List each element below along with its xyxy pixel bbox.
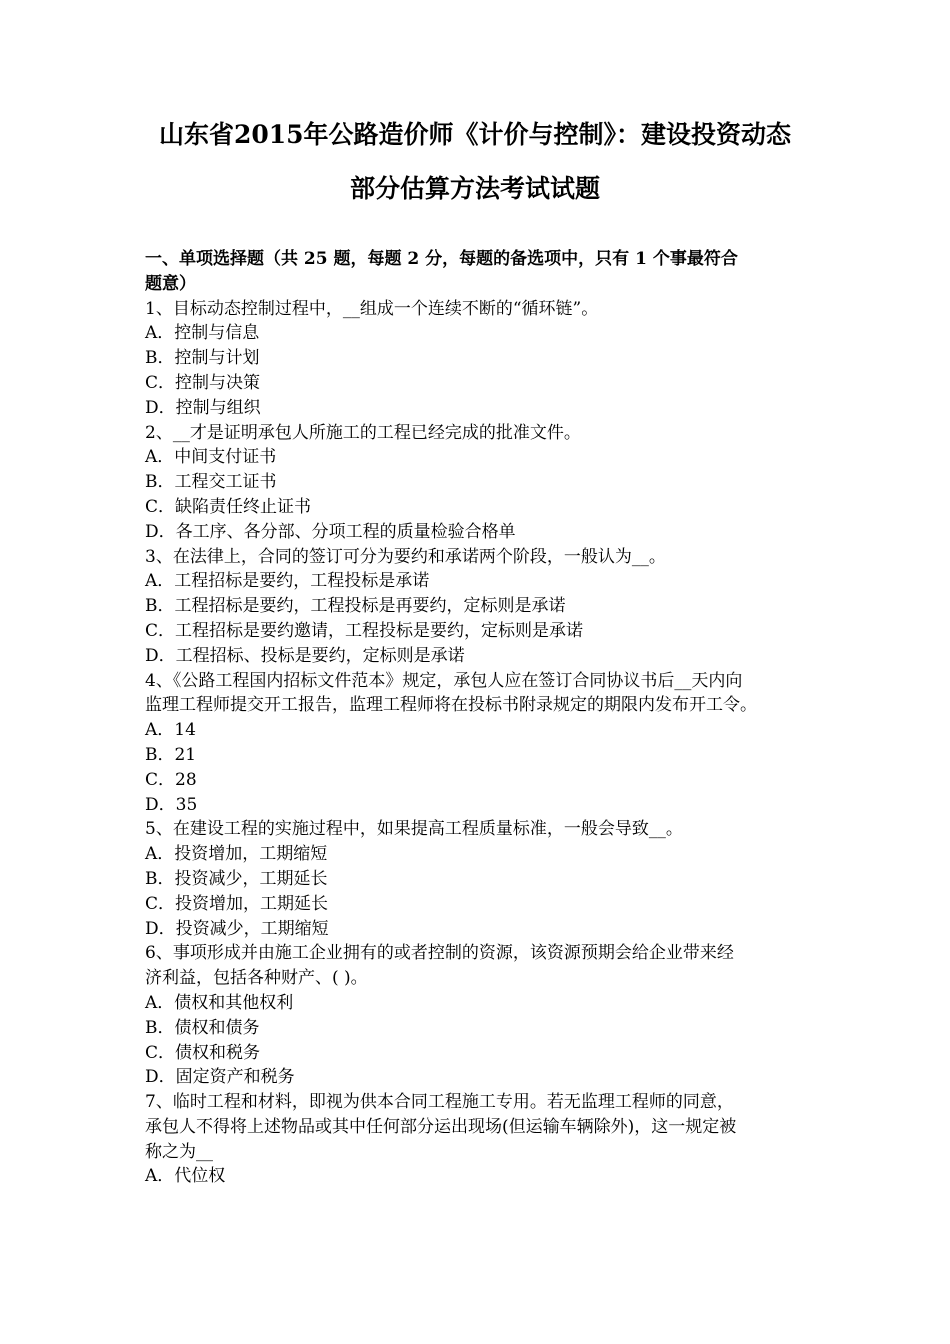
answer-option: C．投资增加，工期延长 — [145, 893, 329, 914]
answer-option: B．债权和债务 — [145, 1017, 260, 1038]
question-stem: 7、临时工程和材料，即视为供本合同工程施工专用。若无监理工程师的同意， — [145, 1092, 734, 1113]
question-stem: 称之为__ — [145, 1141, 213, 1162]
answer-option: C．28 — [145, 769, 197, 790]
question-stem: 监理工程师提交开工报告，监理工程师将在投标书附录规定的期限内发布开工令。 — [145, 695, 757, 716]
question-stem: 2、__才是证明承包人所施工的工程已经完成的批准文件。 — [145, 422, 581, 443]
section-header: 一、单项选择题（共 25 题，每题 2 分，每题的备选项中，只有 1 个事最符合 — [145, 249, 738, 269]
answer-option: B．工程招标是要约，工程投标是再要约，定标则是承诺 — [145, 596, 566, 617]
answer-option: B．控制与计划 — [145, 348, 260, 369]
section-header: 题意） — [145, 273, 196, 294]
document-title-line-2: 部分估算方法考试试题 — [349, 174, 600, 203]
question-stem: 济利益，包括各种财产、( )。 — [145, 968, 368, 989]
answer-option: A．投资增加，工期缩短 — [145, 844, 328, 865]
question-stem: 3、在法律上，合同的签订可分为要约和承诺两个阶段，一般认为__。 — [145, 546, 666, 567]
answer-option: C．债权和税务 — [145, 1042, 261, 1063]
answer-option: D．固定资产和税务 — [145, 1067, 295, 1088]
document-title-line-1: 山东省2015年公路造价师《计价与控制》：建设投资动态 — [158, 120, 792, 149]
document-body — [145, 247, 815, 1189]
question-stem: 4、《公路工程国内招标文件范本》规定，承包人应在签订合同协议书后__天内向 — [145, 670, 743, 691]
answer-option: C．工程招标是要约邀请，工程投标是要约，定标则是承诺 — [145, 620, 584, 641]
answer-option: D．各工序、各分部、分项工程的质量检验合格单 — [145, 521, 516, 542]
answer-option: A．14 — [145, 720, 196, 741]
answer-option: A．中间支付证书 — [145, 447, 277, 468]
answer-option: C．控制与决策 — [145, 372, 261, 393]
question-stem: 承包人不得将上述物品或其中任何部分运出现场(但运输车辆除外)，这一规定被 — [145, 1116, 737, 1137]
answer-option: D．工程招标、投标是要约，定标则是承诺 — [145, 645, 465, 666]
answer-option: B．投资减少，工期延长 — [145, 868, 328, 889]
question-stem: 6、事项形成并由施工企业拥有的或者控制的资源，该资源预期会给企业带来经 — [145, 943, 734, 964]
answer-option: C．缺陷责任终止证书 — [145, 496, 312, 517]
answer-option: B．21 — [145, 744, 197, 765]
answer-option: A．控制与信息 — [145, 323, 260, 344]
answer-option: A．代位权 — [145, 1166, 226, 1187]
answer-option: A．债权和其他权利 — [145, 992, 294, 1013]
answer-option: A．工程招标是要约，工程投标是承诺 — [145, 571, 430, 592]
answer-option: B．工程交工证书 — [145, 472, 277, 493]
answer-option: D．控制与组织 — [145, 397, 261, 418]
answer-option: D．35 — [145, 794, 198, 815]
question-stem: 5、在建设工程的实施过程中，如果提高工程质量标准，一般会导致__。 — [145, 819, 683, 840]
question-stem: 1、目标动态控制过程中，__组成一个连续不断的“循环链”。 — [145, 298, 599, 319]
answer-option: D．投资减少，工期缩短 — [145, 918, 329, 939]
